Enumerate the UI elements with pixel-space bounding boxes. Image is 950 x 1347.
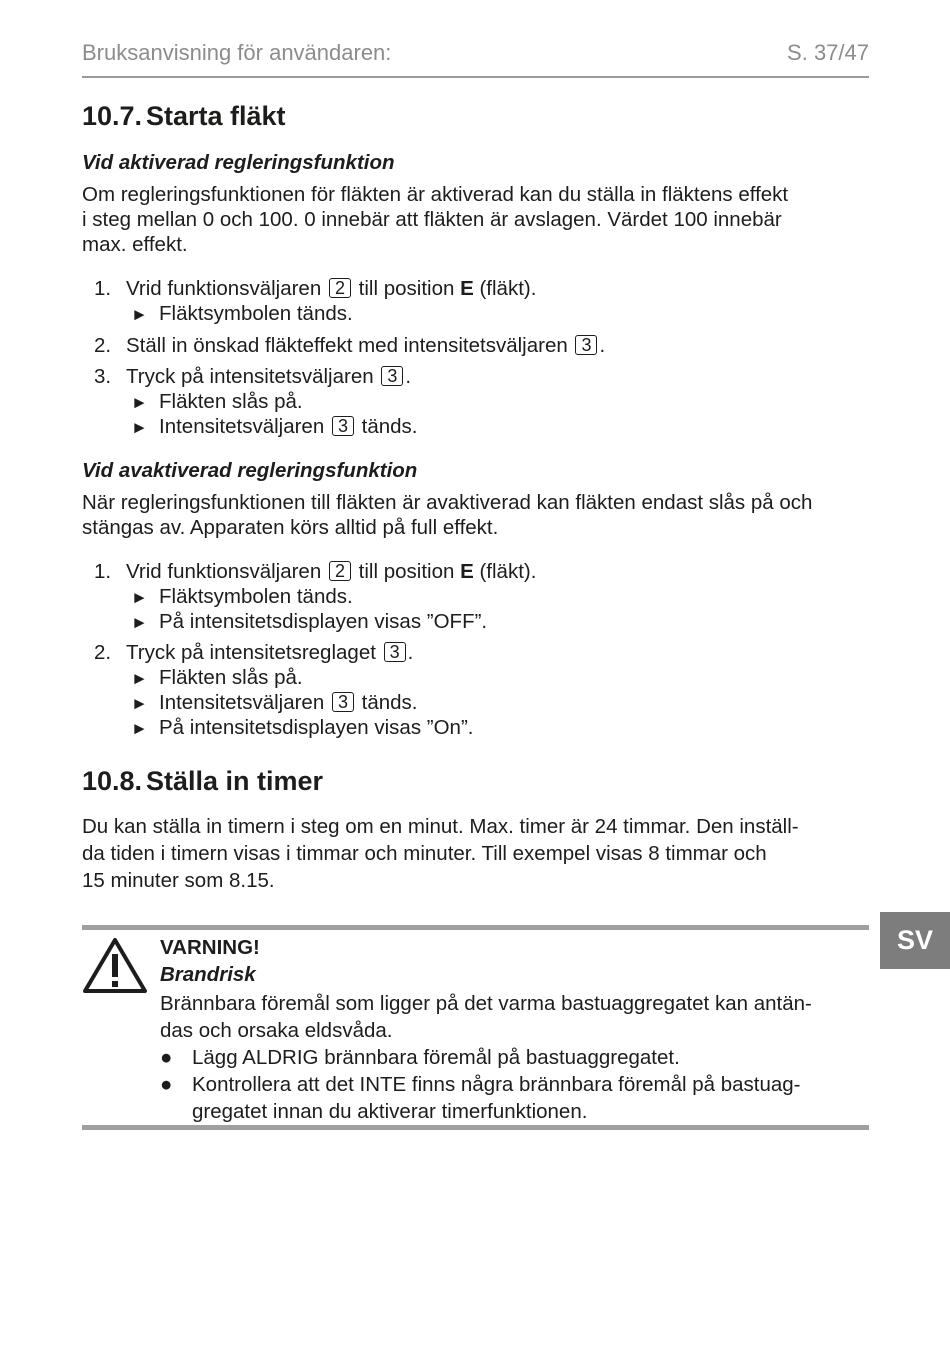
text-line: max. effekt. [82,233,188,256]
text-line: 15 minuter som 8.15. [82,869,275,892]
page-header [82,36,869,78]
warning-triangle-icon [82,936,148,994]
ref-box: 3 [575,335,597,355]
arrow-right-icon: ► [131,305,148,324]
text-line: stängas av. Apparaten körs alltid på full effekt. [82,516,499,539]
section-title: Ställa in timer [146,766,324,796]
ref-box: 3 [332,692,354,712]
ref-box: 2 [329,561,351,581]
section-heading-10-8 [82,766,323,797]
paragraph-timer [82,813,869,894]
step-text: Ställ in önskad fläkteffekt med intensitetsväljaren 3 . [126,334,606,357]
arrow-right-icon: ► [131,613,148,632]
arrow-right-icon: ► [131,719,148,738]
ref-box: 3 [332,416,354,436]
arrow-right-icon: ► [131,393,148,412]
result-line: ► Fläktsymbolen tänds. [131,302,353,325]
bullet-text: gregatet innan du aktiverar timerfunktionen. [192,1100,588,1123]
arrow-right-icon: ► [131,669,148,688]
ref-box: 3 [384,642,406,662]
bullet-icon: ● [160,1073,173,1096]
step-text: Vrid funktionsväljaren 2 till position E (fläkt). [126,277,537,300]
text-line: i steg mellan 0 och 100. 0 innebär att fläkten är avslagen. Värdet 100 innebär [82,208,782,231]
arrow-right-icon: ► [131,694,148,713]
text-line: När regleringsfunktionen till fläkten är avaktiverad kan fläkten endast slås på och [82,491,813,514]
step-number: 2. [94,334,112,357]
arrow-right-icon: ► [131,418,148,437]
subheading-activated: Vid aktiverad regleringsfunktion [82,151,395,174]
step-number: 3. [94,365,112,388]
step-text: Vrid funktionsväljaren 2 till position E (fläkt). [126,560,537,583]
result-line: ► Fläkten slås på. [131,666,303,689]
warning-text [160,990,869,1044]
result-line: ► Fläkten slås på. [131,390,303,413]
step-text: Tryck på intensitetsreglaget 3 . [126,641,414,664]
section-number: 10.8. [82,766,143,796]
bullet-text: Kontrollera att det INTE finns några brännbara föremål på bastuag- [192,1073,801,1096]
language-tab: SV [880,912,950,969]
page-number: S. 37/47 [787,40,869,65]
step-number: 2. [94,641,112,664]
step-text: Tryck på intensitetsväljaren 3 . [126,365,412,388]
warning-subtitle: Brandrisk [160,963,256,986]
bullet-icon: ● [160,1046,173,1069]
warning-box [82,925,869,1130]
paragraph-deactivated [82,490,869,540]
result-line: ► Intensitetsväljaren 3 tänds. [131,415,418,438]
text-line: das och orsaka eldsvåda. [160,1019,393,1042]
section-heading-10-7 [82,101,286,132]
warning-bullet [160,1071,869,1125]
header-title: Bruksanvisning för användaren: [82,40,392,65]
section-number: 10.7. [82,101,143,131]
result-line: ► På intensitetsdisplayen visas ”OFF”. [131,610,488,633]
result-line: ► Fläktsymbolen tänds. [131,585,353,608]
ref-box: 3 [381,366,403,386]
arrow-right-icon: ► [131,588,148,607]
ref-box: 2 [329,278,351,298]
text-line: Brännbara föremål som ligger på det varma bastuaggregatet kan antän- [160,992,812,1015]
text-line: da tiden i timern visas i timmar och minuter. Till exempel visas 8 timmar och [82,842,767,865]
step-number: 1. [94,560,112,583]
result-line: ► Intensitetsväljaren 3 tänds. [131,691,418,714]
subheading-deactivated: Vid avaktiverad regleringsfunktion [82,459,418,482]
warning-bullet [160,1044,869,1071]
warning-title: VARNING! [160,936,260,959]
section-title: Starta fläkt [146,101,286,131]
step-number: 1. [94,277,112,300]
bullet-text: Lägg ALDRIG brännbara föremål på bastuaggregatet. [192,1046,680,1069]
result-line: ► På intensitetsdisplayen visas ”On”. [131,716,474,739]
text-line: Om regleringsfunktionen för fläkten är aktiverad kan du ställa in fläktens effekt [82,183,789,206]
paragraph-activated [82,182,869,257]
text-line: Du kan ställa in timern i steg om en minut. Max. timer är 24 timmar. Den inställ- [82,815,799,838]
